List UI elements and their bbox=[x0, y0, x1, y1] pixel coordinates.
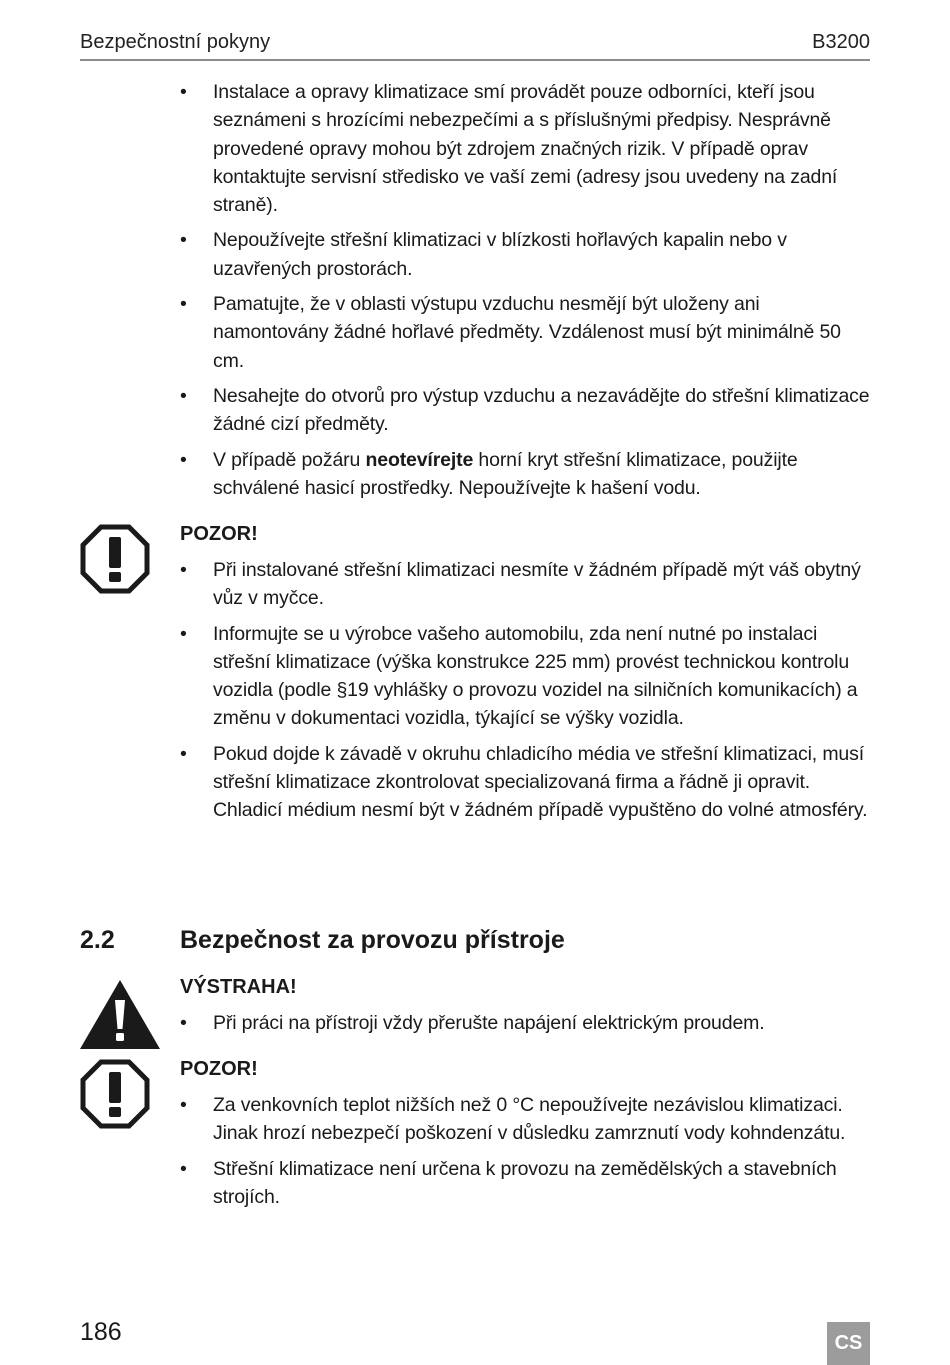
caution-block-2 bbox=[180, 1055, 872, 1218]
caution-label: POZOR! bbox=[180, 523, 258, 545]
section-number: 2.2 bbox=[80, 926, 115, 954]
page-number: 186 bbox=[80, 1318, 122, 1346]
caution-block-1 bbox=[180, 520, 872, 832]
header-section-title: Bezpečnostní pokyny bbox=[80, 31, 271, 53]
safety-list-top bbox=[180, 78, 872, 509]
section-heading bbox=[80, 924, 870, 956]
header-divider bbox=[80, 59, 870, 61]
warning-block bbox=[180, 973, 872, 1044]
fire-text-before: V případě požáru bbox=[213, 448, 366, 471]
page-header bbox=[80, 28, 870, 56]
list-item: • Nesahejte do otvorů pro výstup vzduchu a nezavádějte do střešní klimatizace žádné cizí předměty. bbox=[180, 382, 872, 439]
list-item: • Za venkovních teplot nižších než 0 °C nepoužívejte nezávislou klimatizaci. Jinak hrozí nebezpečí poškození v důsledku zamrznutí vody kohndenzátu. bbox=[180, 1091, 872, 1148]
fire-text-after: horní kryt střešní klimatizace, použijte schválené hasicí prostředky. Nepoužívejte k hašení vodu. bbox=[213, 448, 798, 499]
caution-octagon-icon bbox=[80, 1059, 150, 1129]
caution-octagon-icon bbox=[80, 524, 150, 594]
list-item: • Při instalované střešní klimatizaci nesmíte v žádném případě mýt váš obytný vůz v myčce. bbox=[180, 556, 872, 613]
list-item: • Pamatujte, že v oblasti výstupu vzduchu nesmějí být uloženy ani namontovány žádné hořlavé předměty. Vzdálenost musí být minimálně 50 cm. bbox=[180, 290, 872, 375]
list-item-fire bbox=[180, 446, 872, 503]
list-item: • Při práci na přístroji vždy přerušte napájení elektrickým proudem. bbox=[180, 1009, 872, 1037]
header-model: B3200 bbox=[812, 31, 870, 53]
caution-label: POZOR! bbox=[180, 1058, 258, 1080]
section-title: Bezpečnost za provozu přístroje bbox=[180, 926, 565, 954]
list-item: • Instalace a opravy klimatizace smí provádět pouze odborníci, kteří jsou seznámeni s hrozícími nebezpečími a s příslušnými předpisy. Nesprávně provedené opravy mohou být zdrojem značných rizik. V případě oprav kontaktujte servisní středisko ve vaší zemi (adresy jsou uvedeny na zadní straně). bbox=[180, 78, 872, 219]
list-item: • Pokud dojde k závadě v okruhu chladicího média ve střešní klimatizaci, musí střešní klimatizace zkontrolovat specializovaná firma a řádně ji opravit. Chladicí médium nesmí být v žádném případě vypuštěno do volné atmosféry. bbox=[180, 740, 872, 825]
list-item: • Nepoužívejte střešní klimatizaci v blízkosti hořlavých kapalin nebo v uzavřených prostorách. bbox=[180, 226, 872, 283]
warning-triangle-icon bbox=[79, 978, 161, 1050]
fire-text-bold: neotevírejte bbox=[365, 448, 474, 471]
list-item: • Informujte se u výrobce vašeho automobilu, zda není nutné po instalaci střešní klimatizace (výška konstrukce 225 mm) provést technickou kontrolu vozidla (podle §19 vyhlášky o provozu vozidel na silničních komunikacích) a změnu v dokumentaci vozidla, týkající se výšky vozidla. bbox=[180, 620, 872, 733]
language-badge: CS bbox=[827, 1322, 870, 1365]
warning-label: VÝSTRAHA! bbox=[180, 976, 297, 998]
list-item: • Střešní klimatizace není určena k provozu na zemědělských a stavebních strojích. bbox=[180, 1155, 872, 1212]
